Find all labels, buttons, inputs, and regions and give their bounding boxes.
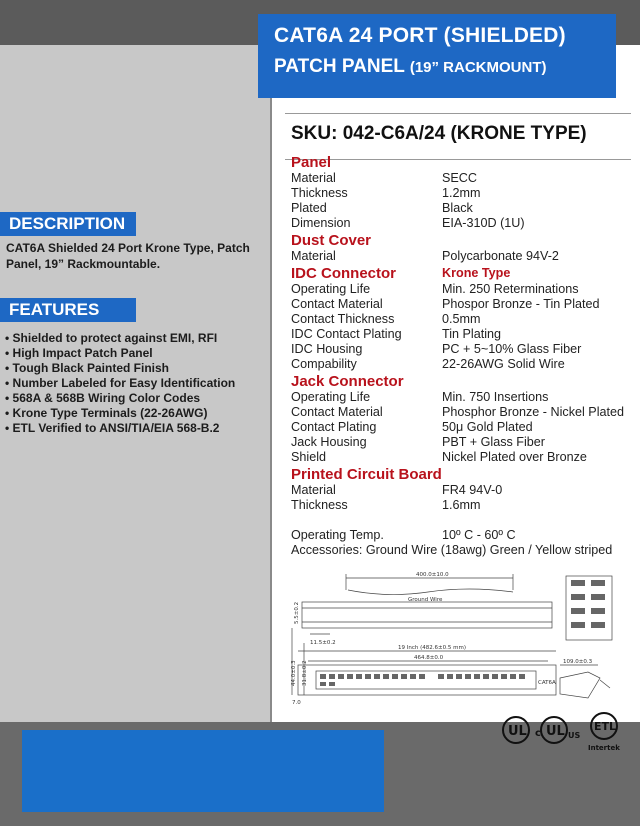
spec-label: Dimension (291, 216, 351, 230)
spec-value: Nickel Plated over Bronze (442, 450, 587, 464)
cul-c-text: c (535, 728, 541, 739)
title-line-1: CAT6A 24 PORT (SHIELDED) (274, 24, 566, 47)
title-line-2 (274, 56, 547, 78)
spec-value: Min. 250 Reterminations (442, 282, 579, 296)
ul-logo-text: UL (508, 724, 527, 739)
spec-label: Contact Plating (291, 420, 377, 434)
spec-label: Operating Life (291, 282, 371, 296)
feature-item: • Shielded to protect against EMI, RFI (5, 331, 270, 346)
feature-item: • ETL Verified to ANSI/TIA/EIA 568-B.2 (5, 421, 270, 436)
spec-label: Compability (291, 357, 357, 371)
spec-value: Min. 750 Insertions (442, 390, 549, 404)
spec-label: Material (291, 171, 336, 185)
spec-heading-pcb: Printed Circuit Board (291, 466, 442, 483)
spec-label: Jack Housing (291, 435, 367, 449)
panel-label: CAT6A (538, 680, 556, 686)
dim-body-label: 464.8±0.0 (414, 655, 444, 661)
spec-label: Contact Material (291, 297, 383, 311)
dim-bottom-label: 7.0 (292, 700, 301, 706)
feature-item: • High Impact Patch Panel (5, 346, 270, 361)
spec-heading-jack: Jack Connector (291, 373, 404, 390)
spec-label: Thickness (291, 498, 348, 512)
spec-heading-dust-cover: Dust Cover (291, 232, 372, 249)
feature-item: • Tough Black Painted Finish (5, 361, 270, 376)
idc-type-value: Krone Type (442, 266, 511, 280)
spec-value: EIA-310D (1U) (442, 216, 525, 230)
feature-item: • Krone Type Terminals (22-26AWG) (5, 406, 270, 421)
spec-value: 0.5mm (442, 312, 481, 326)
dim-small-label: 11.5±0.2 (310, 640, 336, 646)
spec-value: Polycarbonate 94V-2 (442, 249, 559, 263)
sku-text: SKU: 042-C6A/24 (KRONE TYPE) (291, 123, 587, 144)
dim-19in-label: 19 Inch (482.6±0.5 mm) (398, 645, 466, 651)
spec-heading-idc: IDC Connector (291, 265, 396, 282)
spec-label: Shield (291, 450, 327, 464)
dim-height1-label: 44.0±0.3 (291, 660, 297, 686)
features-list (5, 331, 270, 436)
dim-side-label: 5.5±0.2 (294, 601, 300, 624)
footer-blue-block (22, 730, 384, 812)
spec-label: Operating Life (291, 390, 371, 404)
feature-item: • 568A & 568B Wiring Color Codes (5, 391, 270, 406)
sku-box (285, 113, 631, 160)
us-text: US (568, 731, 581, 740)
spec-value: PC + 5~10% Glass Fiber (442, 342, 582, 356)
spec-value: PBT + Glass Fiber (442, 435, 546, 449)
spec-value: Black (442, 201, 473, 215)
cul-logo-text: UL (546, 724, 565, 739)
intertek-text: Intertek (588, 744, 620, 752)
spec-value: Phosphor Bronze - Nickel Plated (442, 405, 625, 419)
spec-label: Contact Thickness (291, 312, 395, 326)
title-line-2-suffix: (19” RACKMOUNT) (409, 59, 547, 76)
spec-label: IDC Contact Plating (291, 327, 402, 341)
ground-wire-label: Ground Wire (408, 597, 443, 603)
spec-label: Plated (291, 201, 327, 215)
spec-heading-panel: Panel (291, 154, 332, 171)
spec-value: FR4 94V-0 (442, 483, 503, 497)
operating-temp-label: Operating Temp. (291, 528, 384, 542)
etl-logo-text: ETL (594, 720, 617, 733)
spec-value: 50μ Gold Plated (442, 420, 533, 434)
spec-label: Material (291, 249, 336, 263)
accessories-text: Accessories: Ground Wire (18awg) Green / Yellow striped (291, 543, 613, 557)
dim-top-label: 400.0±10.0 (416, 572, 449, 578)
dim-height2-label: 31.8±0.2 (302, 660, 308, 686)
features-heading: FEATURES (0, 298, 136, 322)
title-line-2-main: PATCH PANEL (274, 56, 405, 77)
vertical-separator (270, 45, 272, 722)
spec-value: Phospor Bronze - Tin Plated (442, 297, 600, 311)
description-heading: DESCRIPTION (0, 212, 136, 236)
spec-value: 1.2mm (442, 186, 481, 200)
technical-drawing (288, 568, 628, 708)
operating-temp-value: 10º C - 60º C (442, 528, 516, 542)
spec-label: Thickness (291, 186, 348, 200)
title-banner (258, 14, 616, 98)
certification-logos (500, 710, 625, 756)
description-text: CAT6A Shielded 24 Port Krone Type, Patch Panel, 19” Rackmountable. (6, 241, 250, 271)
spec-value: 22-26AWG Solid Wire (442, 357, 565, 371)
dim-depth-label: 109.0±0.3 (563, 659, 593, 665)
feature-item: • Number Labeled for Easy Identification (5, 376, 270, 391)
spec-value: SECC (442, 171, 477, 185)
spec-label: Contact Material (291, 405, 383, 419)
spec-label: Material (291, 483, 336, 497)
spec-value: 1.6mm (442, 498, 481, 512)
spec-label: IDC Housing (291, 342, 363, 356)
spec-value: Tin Plating (442, 327, 502, 341)
